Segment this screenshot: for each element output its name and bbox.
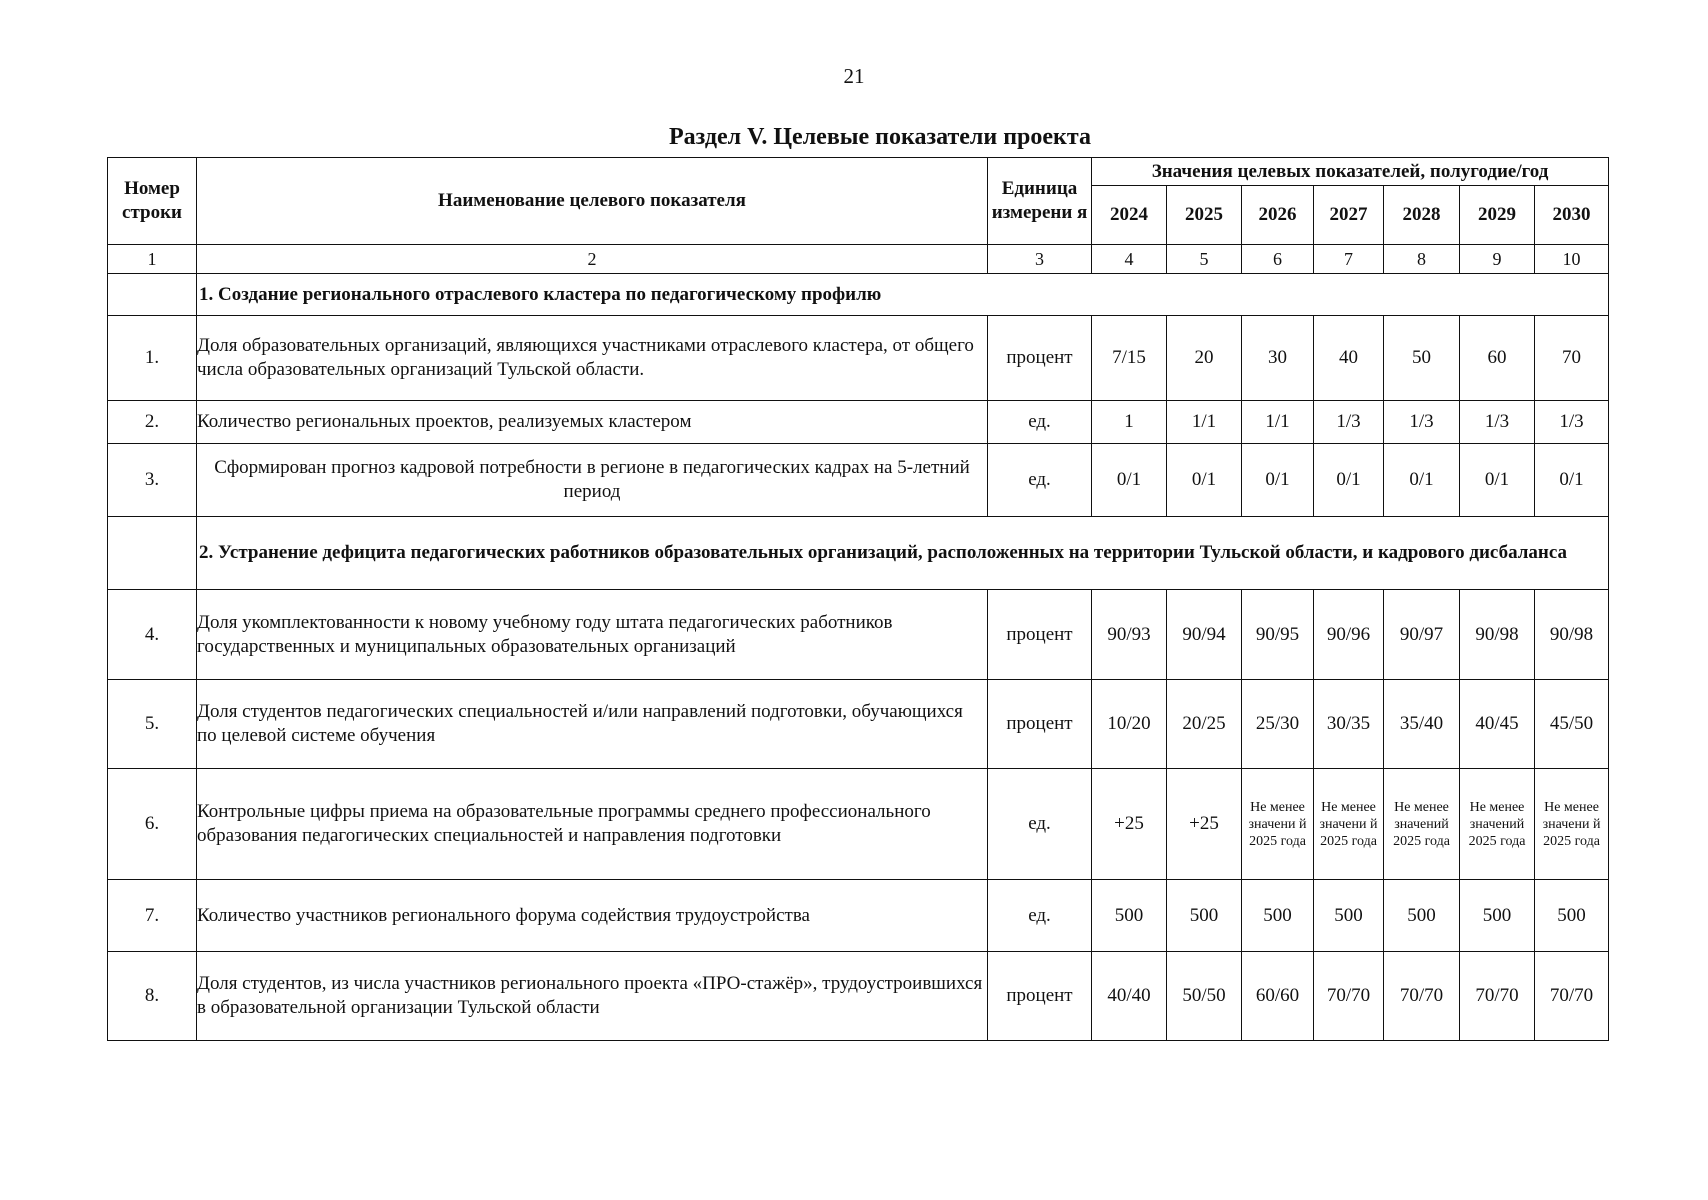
value-cell: 60 [1460,316,1535,401]
unit-cell: процент [988,952,1092,1041]
value-cell: 40/40 [1092,952,1167,1041]
unit-cell: ед. [988,444,1092,517]
value-cell: 30 [1242,316,1314,401]
row-number: 6. [108,769,197,880]
column-index: 2 [197,245,988,274]
value-cell: Не менее значений 2025 года [1384,769,1460,880]
indicator-name: Контрольные цифры приема на образовательные программы среднего профессионального образования педагогических специальностей и направления подготовки [197,769,988,880]
section-empty-cell [108,517,197,590]
value-cell: 1/3 [1535,401,1609,444]
indicator-name: Доля образовательных организаций, являющихся участниками отраслевого кластера, от общего числа образовательных организаций Тульской области. [197,316,988,401]
unit-cell: ед. [988,401,1092,444]
value-cell: 1/3 [1384,401,1460,444]
section-heading: 1. Создание регионального отраслевого кластера по педагогическому профилю [197,274,1609,316]
indicator-name: Количество региональных проектов, реализуемых кластером [197,401,988,444]
value-cell: 500 [1242,880,1314,952]
value-cell: 70/70 [1384,952,1460,1041]
value-cell: 70 [1535,316,1609,401]
value-cell: 1/1 [1242,401,1314,444]
value-cell: Не менее значений 2025 года [1460,769,1535,880]
value-cell: +25 [1167,769,1242,880]
value-cell: 500 [1460,880,1535,952]
column-index: 8 [1384,245,1460,274]
value-cell: 25/30 [1242,680,1314,769]
column-index-row [108,245,1609,274]
table-row [108,316,1609,401]
value-cell: 90/94 [1167,590,1242,680]
value-cell: 90/98 [1535,590,1609,680]
value-cell: 45/50 [1535,680,1609,769]
row-number: 5. [108,680,197,769]
value-cell: 10/20 [1092,680,1167,769]
value-cell: 0/1 [1167,444,1242,517]
value-cell: 500 [1167,880,1242,952]
value-cell: 70/70 [1314,952,1384,1041]
section-heading: 2. Устранение дефицита педагогических работников образовательных организаций, расположенных на территории Тульской области, и кадрового дисбаланса [197,517,1609,590]
header-indicator-name: Наименование целевого показателя [197,158,988,245]
value-cell: 1 [1092,401,1167,444]
column-index: 3 [988,245,1092,274]
unit-cell: процент [988,316,1092,401]
value-cell: 0/1 [1314,444,1384,517]
targets-table [107,157,1609,1041]
indicator-name: Количество участников регионального форума содействия трудоустройства [197,880,988,952]
value-cell: Не менее значени й 2025 года [1242,769,1314,880]
header-year: 2029 [1460,186,1535,245]
value-cell: 90/97 [1384,590,1460,680]
column-index: 7 [1314,245,1384,274]
table-row [108,769,1609,880]
value-cell: 0/1 [1535,444,1609,517]
value-cell: Не менее значени й 2025 года [1314,769,1384,880]
section-empty-cell [108,274,197,316]
value-cell: 1/1 [1167,401,1242,444]
value-cell: 500 [1092,880,1167,952]
value-cell: 90/98 [1460,590,1535,680]
row-number: 1. [108,316,197,401]
value-cell: 0/1 [1384,444,1460,517]
value-cell: 70/70 [1535,952,1609,1041]
header-values-group: Значения целевых показателей, полугодие/год [1092,158,1609,186]
value-cell: 40/45 [1460,680,1535,769]
section-row [108,517,1609,590]
value-cell: 20/25 [1167,680,1242,769]
column-index: 9 [1460,245,1535,274]
unit-cell: ед. [988,769,1092,880]
header-year: 2030 [1535,186,1609,245]
value-cell: 1/3 [1460,401,1535,444]
value-cell: 90/96 [1314,590,1384,680]
header-year: 2025 [1167,186,1242,245]
value-cell: 70/70 [1460,952,1535,1041]
table-row [108,880,1609,952]
row-number: 2. [108,401,197,444]
row-number: 8. [108,952,197,1041]
unit-cell: процент [988,590,1092,680]
table-row [108,952,1609,1041]
indicator-name: Сформирован прогноз кадровой потребности в регионе в педагогических кадрах на 5-летний период [197,444,988,517]
column-index: 1 [108,245,197,274]
section-title: Раздел V. Целевые показатели проекта [669,124,1091,150]
value-cell: 0/1 [1242,444,1314,517]
value-cell: 7/15 [1092,316,1167,401]
column-index: 5 [1167,245,1242,274]
header-year: 2028 [1384,186,1460,245]
value-cell: Не менее значени й 2025 года [1535,769,1609,880]
header-row [108,158,1609,186]
unit-cell: процент [988,680,1092,769]
value-cell: 50/50 [1167,952,1242,1041]
header-unit: Единица измерени я [988,158,1092,245]
section-row [108,274,1609,316]
value-cell: 60/60 [1242,952,1314,1041]
value-cell: 500 [1384,880,1460,952]
column-index: 4 [1092,245,1167,274]
indicator-name: Доля студентов, из числа участников регионального проекта «ПРО-стажёр», трудоустроившихся в образовательной организации Тульской области [197,952,988,1041]
value-cell: 30/35 [1314,680,1384,769]
header-row-number: Номер строки [108,158,197,245]
value-cell: +25 [1092,769,1167,880]
table-row [108,444,1609,517]
value-cell: 0/1 [1092,444,1167,517]
header-year: 2026 [1242,186,1314,245]
value-cell: 0/1 [1460,444,1535,517]
value-cell: 90/95 [1242,590,1314,680]
row-number: 3. [108,444,197,517]
table-row [108,590,1609,680]
value-cell: 90/93 [1092,590,1167,680]
value-cell: 1/3 [1314,401,1384,444]
page-number: 21 [843,64,865,88]
column-index: 6 [1242,245,1314,274]
value-cell: 500 [1535,880,1609,952]
value-cell: 20 [1167,316,1242,401]
value-cell: 40 [1314,316,1384,401]
column-index: 10 [1535,245,1609,274]
header-year: 2027 [1314,186,1384,245]
value-cell: 35/40 [1384,680,1460,769]
header-year: 2024 [1092,186,1167,245]
indicator-name: Доля укомплектованности к новому учебному году штата педагогических работников государственных и муниципальных образовательных организаций [197,590,988,680]
indicator-name: Доля студентов педагогических специальностей и/или направлений подготовки, обучающихся по целевой системе обучения [197,680,988,769]
table-row [108,680,1609,769]
value-cell: 500 [1314,880,1384,952]
value-cell: 50 [1384,316,1460,401]
unit-cell: ед. [988,880,1092,952]
table-row [108,401,1609,444]
row-number: 4. [108,590,197,680]
row-number: 7. [108,880,197,952]
